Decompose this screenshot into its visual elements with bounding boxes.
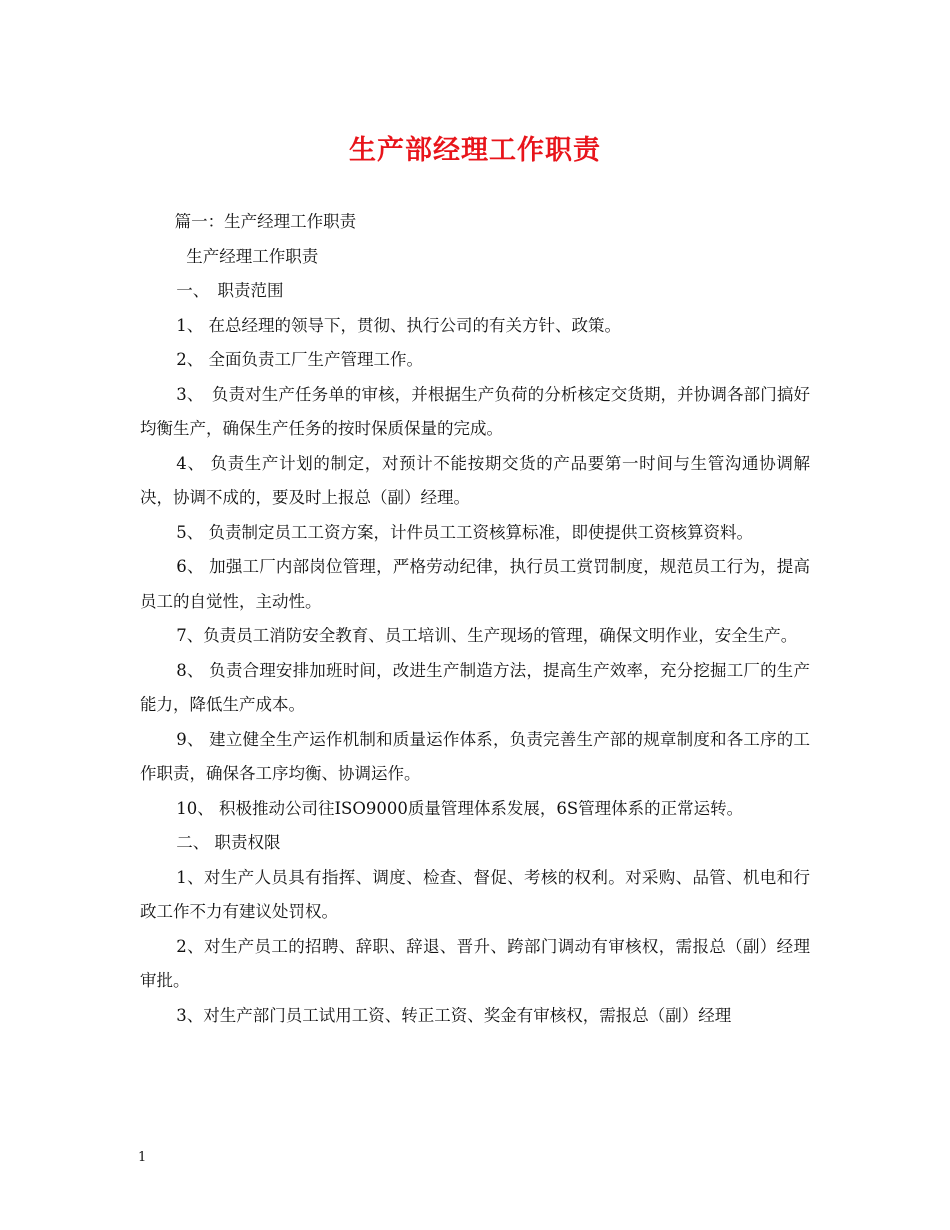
paragraph-item-4: 4、 负责生产计划的制定，对预计不能按期交货的产品要第一时间与生管沟通协调解决，协调不成的，要及时上报总（副）经理。 <box>140 453 810 507</box>
paragraph-item-1: 1、 在总经理的领导下，贯彻、执行公司的有关方针、政策。 <box>176 315 622 335</box>
paragraph-item-2: 2、 全面负责工厂生产管理工作。 <box>176 350 424 369</box>
authority-item-3: 3、对生产部门员工试用工资、转正工资、奖金有审核权，需报总（副）经理 <box>176 1005 732 1025</box>
document-title: 生产部经理工作职责 <box>349 135 601 166</box>
page-number: 1 <box>138 1150 147 1165</box>
paragraph-item-9: 9、 建立健全生产运作机制和质量运作体系，负责完善生产部的规章制度和各工序的工作职责，确保各工序均衡、协调运作。 <box>140 729 810 783</box>
section-heading-authority: 二、 职责权限 <box>176 833 281 852</box>
subheading: 生产经理工作职责 <box>186 246 319 266</box>
paragraph-item-8: 8、 负责合理安排加班时间，改进生产制造方法，提高生产效率，充分挖掘工厂的生产能力，降低生产成本。 <box>140 660 810 714</box>
authority-item-1: 1、对生产人员具有指挥、调度、检查、督促、考核的权利。对采购、品管、机电和行政工作不力有建议处罚权。 <box>140 867 810 921</box>
paragraph-item-6: 6、 加强工厂内部岗位管理，严格劳动纪律，执行员工赏罚制度，规范员工行为，提高员工的自觉性，主动性。 <box>140 557 810 611</box>
document-body <box>140 205 810 1033</box>
paragraph-item-3: 3、 负责对生产任务单的审核，并根据生产负荷的分析核定交货期，并协调各部门搞好均衡生产，确保生产任务的按时保质保量的完成。 <box>140 384 810 438</box>
section-heading-scope: 一、 职责范围 <box>176 281 284 300</box>
paragraph-item-5: 5、 负责制定员工工资方案，计件员工工资核算标准，即使提供工资核算资料。 <box>176 522 754 542</box>
section-heading-part-one: 篇一：生产经理工作职责 <box>174 212 357 231</box>
paragraph-item-7: 7、负责员工消防安全教育、员工培训、生产现场的管理，确保文明作业，安全生产。 <box>176 626 798 645</box>
authority-item-2: 2、对生产员工的招聘、辞职、辞退、晋升、跨部门调动有审核权，需报总（副）经理审批。 <box>140 936 810 990</box>
paragraph-item-10: 10、 积极推动公司往ISO9000质量管理体系发展，6S管理体系的正常运转。 <box>176 798 744 818</box>
